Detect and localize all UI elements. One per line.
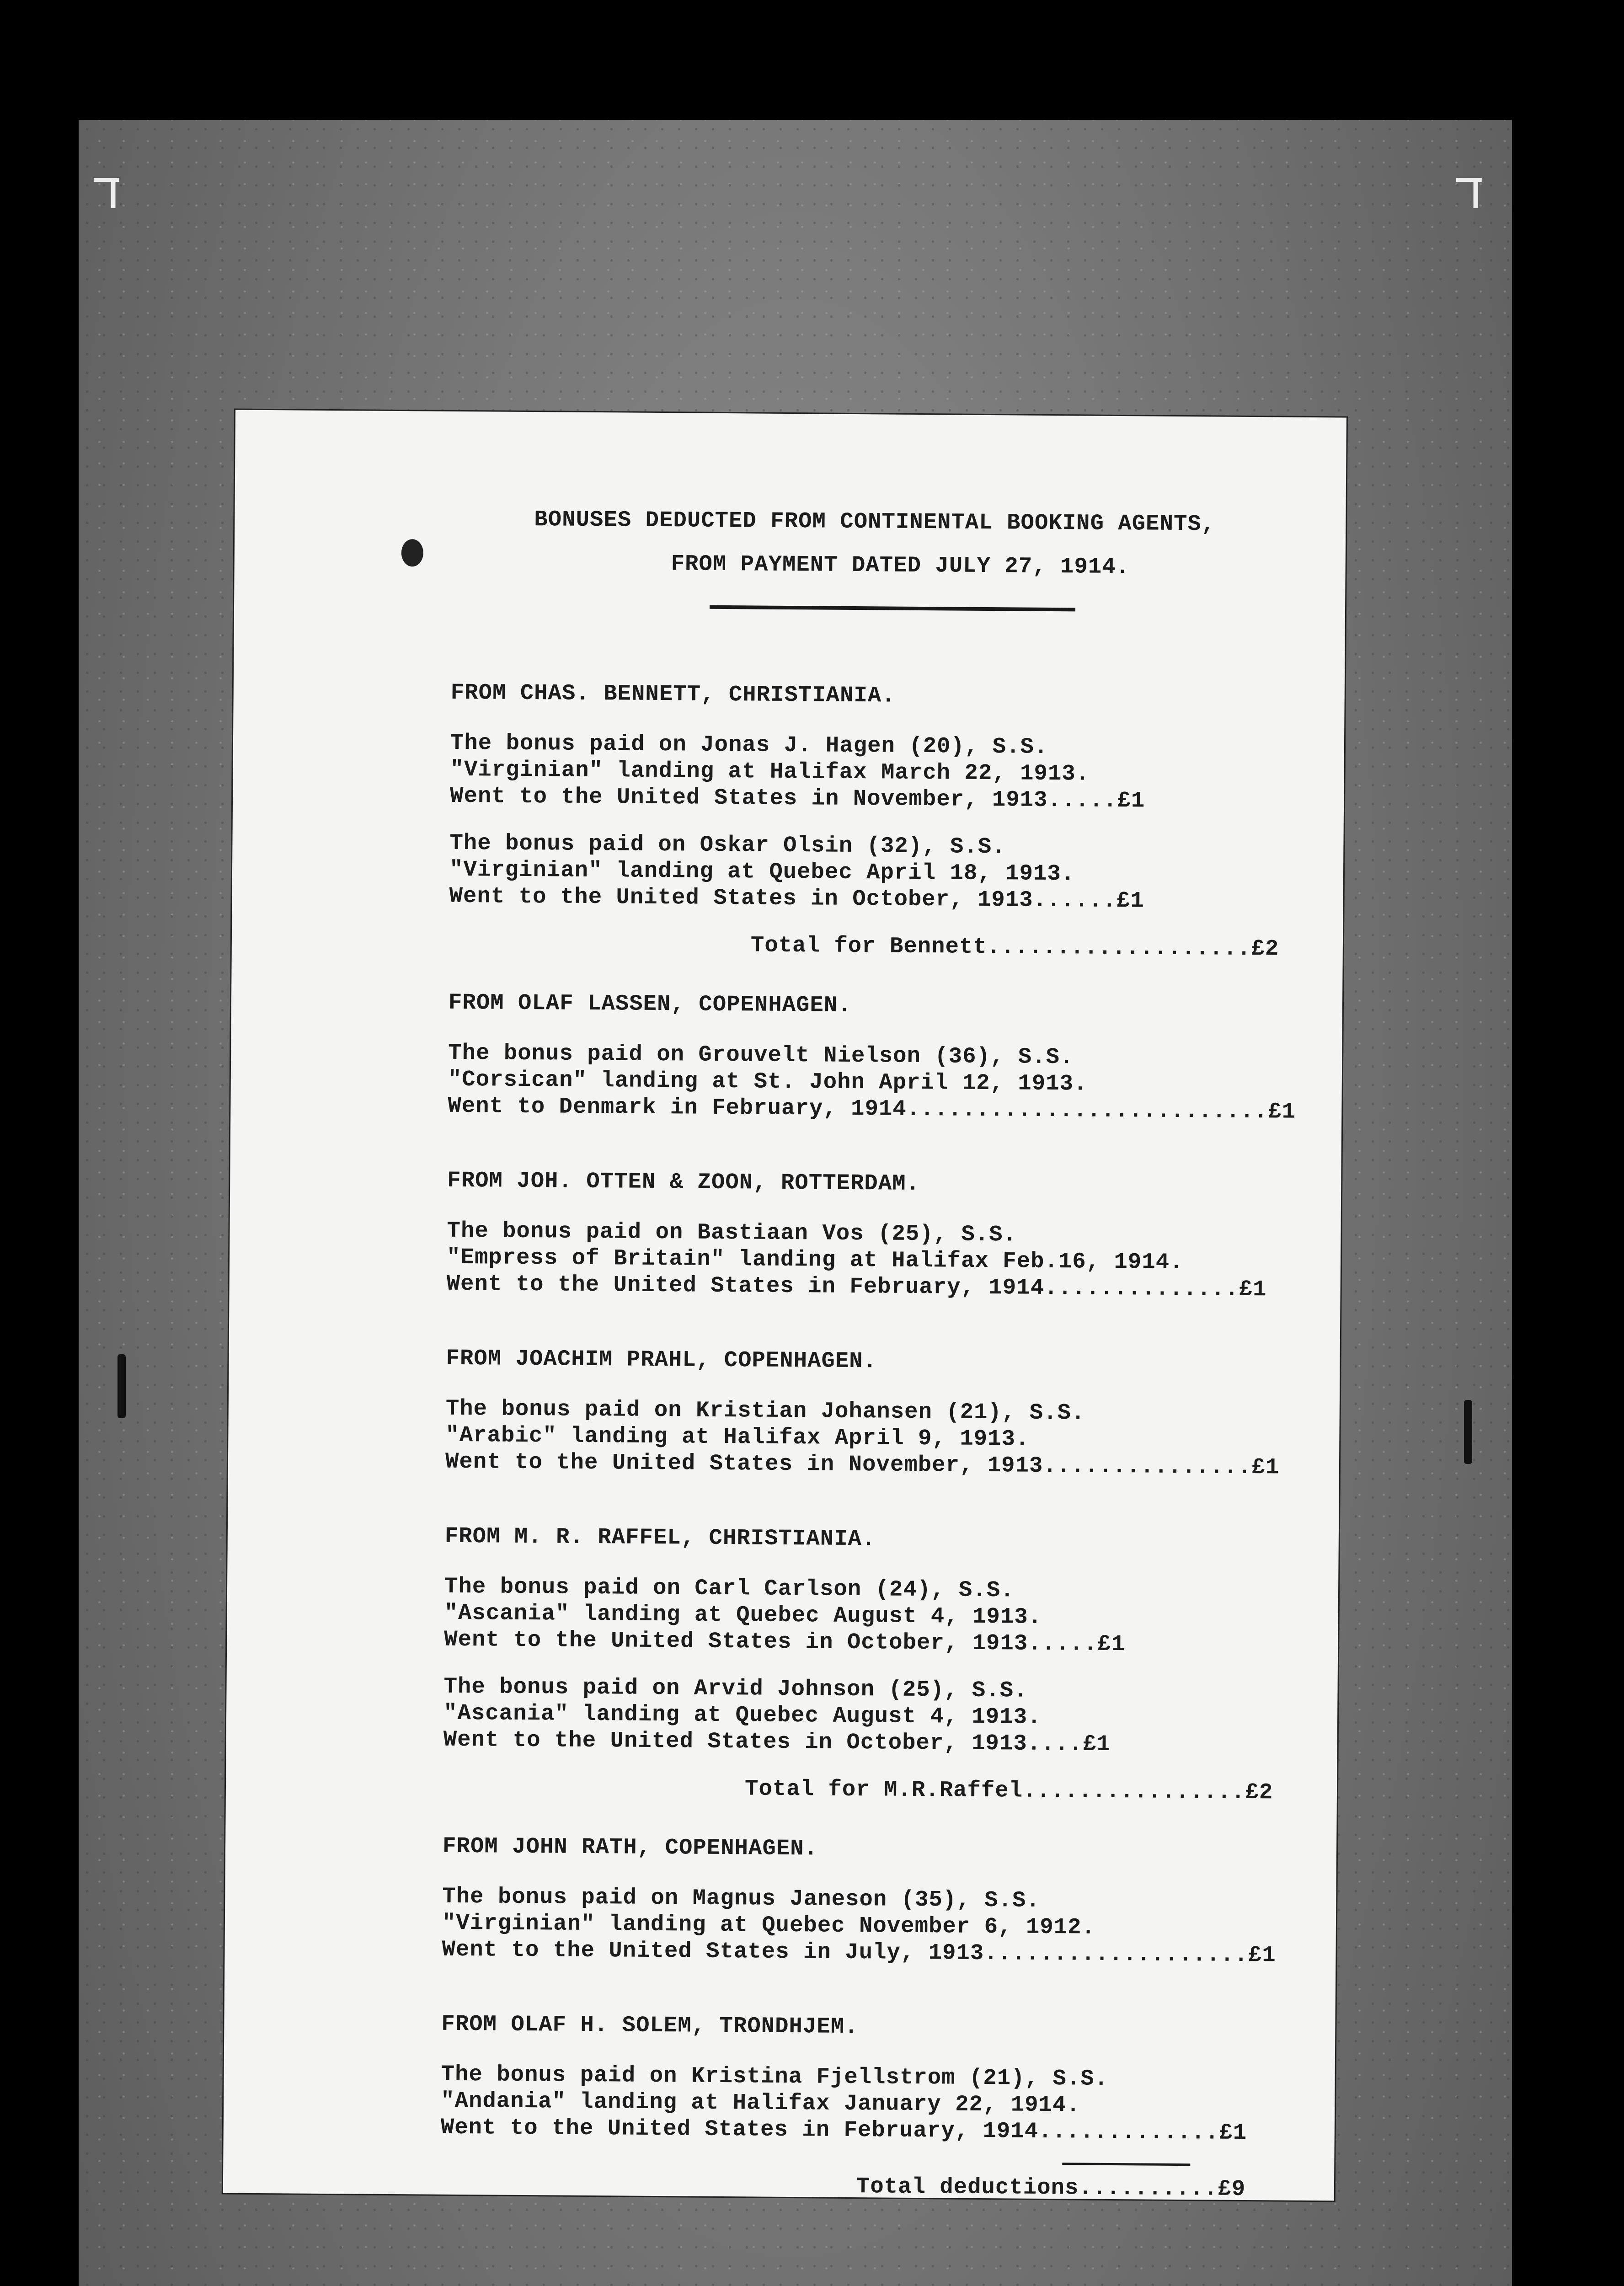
agent-heading: FROM JOHN RATH, COPENHAGEN. xyxy=(442,1833,818,1862)
entry-line: Went to the United States in November, 1913.....£1 xyxy=(449,783,1145,814)
section-total: Total for Bennett...................£2 xyxy=(750,932,1279,962)
entry-line: Went to the United States in November, 1913...............£1 xyxy=(445,1448,1280,1480)
agent-heading: FROM OLAF H. SOLEM, TRONDHJEM. xyxy=(441,2011,859,2040)
agent-heading: FROM JOACHIM PRAHL, COPENHAGEN. xyxy=(446,1345,877,1374)
heading-underline xyxy=(710,605,1075,612)
entry-line: The bonus paid on Kristina Fjellstrom (21), S.S. xyxy=(441,2061,1109,2092)
entry-line: Went to the United States in October, 1913.....£1 xyxy=(444,1626,1126,1657)
entry-line: Went to the United States in October, 1913......£1 xyxy=(449,883,1145,914)
entry-line: "Empress of Britain" landing at Halifax Feb.16, 1914. xyxy=(446,1244,1184,1276)
right-side-mark xyxy=(1464,1400,1472,1464)
section-total: Total for M.R.Raffel................£2 xyxy=(744,1776,1273,1805)
entry-line: The bonus paid on Carl Carlson (24), S.S. xyxy=(444,1573,1015,1603)
entry-line: "Arabic" landing at Halifax April 9, 1913. xyxy=(445,1422,1030,1452)
agent-heading: FROM CHAS. BENNETT, CHRISTIANIA. xyxy=(450,679,896,709)
entry-line: Went to the United States in October, 1913....£1 xyxy=(443,1726,1111,1757)
entry-line: Went to the United States in July, 1913...................£1 xyxy=(442,1936,1276,1968)
left-side-mark xyxy=(118,1354,126,1418)
entry-line: Went to the United States in February, 1914.............£1 xyxy=(440,2114,1247,2146)
heading-line-1: BONUSES DEDUCTED FROM CONTINENTAL BOOKING AGENTS, xyxy=(534,507,1216,537)
entry-line: "Ascania" landing at Quebec August 4, 1913. xyxy=(444,1600,1042,1630)
grand-total-rule xyxy=(1062,2163,1190,2166)
entry-line: Went to Denmark in February, 1914..........................£1 xyxy=(448,1093,1296,1125)
typed-document-page xyxy=(223,410,1346,2201)
entry-line: Went to the United States in February, 1914..............£1 xyxy=(446,1271,1267,1303)
entry-line: "Andania" landing at Halifax January 22, 1914. xyxy=(441,2088,1081,2118)
entry-line: The bonus paid on Kristian Johansen (21), S.S. xyxy=(445,1395,1085,1426)
entry-line: "Ascania" landing at Quebec August 4, 1913. xyxy=(443,1700,1042,1730)
agent-heading: FROM M. R. RAFFEL, CHRISTIANIA. xyxy=(444,1523,876,1552)
agent-heading: FROM OLAF LASSEN, COPENHAGEN. xyxy=(448,989,852,1018)
entry-line: "Virginian" landing at Halifax March 22, 1913. xyxy=(450,756,1090,787)
corner-mark-top-left: ד xyxy=(92,166,123,224)
heading-line-2: FROM PAYMENT DATED JULY 27, 1914. xyxy=(671,551,1130,580)
entry-line: The bonus paid on Oskar Olsin (32), S.S. xyxy=(449,830,1006,860)
entry-line: The bonus paid on Grouvelt Nielson (36), S.S. xyxy=(448,1040,1074,1070)
entry-line: "Virginian" landing at Quebec April 18, 1913. xyxy=(449,856,1075,887)
agent-heading: FROM JOH. OTTEN & ZOON, ROTTERDAM. xyxy=(447,1167,920,1197)
entry-line: "Virginian" landing at Quebec November 6, 1912. xyxy=(442,1910,1096,1940)
entry-line: The bonus paid on Magnus Janeson (35), S.S. xyxy=(442,1883,1040,1913)
entry-line: The bonus paid on Arvid Johnson (25), S.S. xyxy=(443,1673,1028,1704)
entry-line: The bonus paid on Bastiaan Vos (25), S.S. xyxy=(447,1218,1017,1248)
punch-hole xyxy=(401,539,423,566)
entry-line: "Corsican" landing at St. John April 12, 1913. xyxy=(448,1066,1088,1097)
entry-line: The bonus paid on Jonas J. Hagen (20), S.S. xyxy=(450,730,1048,760)
grand-total: Total deductions..........£9 xyxy=(856,2174,1246,2202)
corner-mark-top-right: ד xyxy=(1455,166,1485,224)
